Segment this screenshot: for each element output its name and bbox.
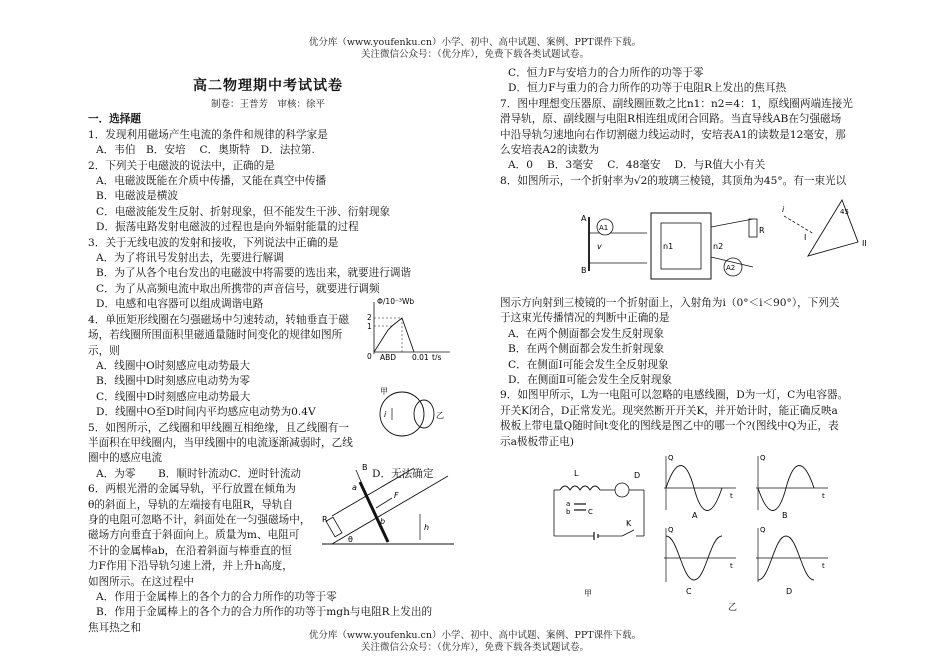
q5-stem-1: 5．如图所示，乙线圈和甲线圈互相绝缘，且乙线圈有一: [88, 421, 349, 434]
gb-t: t: [822, 492, 825, 500]
q5-option-a: A．为零: [96, 467, 136, 480]
q9-stem-1: 9．如图甲所示，L为一电阻可以忽略的电感线圈，D为一灯，C为电容器。: [500, 389, 849, 402]
coil-current-label: i: [384, 410, 387, 419]
q7-stem-3: 中沿导轨匀速地向右作切割磁力线运动时，安培表A1的读数是12毫安，那: [500, 128, 846, 141]
q9-stem-3: 极板上带电量Q随时间t变化的图线是图乙中的哪一个?(图线中Q为正，表: [500, 420, 839, 433]
inductor-l: [560, 486, 600, 490]
c9-k-label: K: [626, 519, 632, 528]
tf-n1-label: n1: [663, 242, 674, 251]
resistor-r7: [749, 219, 757, 237]
c9-c-label: C: [588, 508, 593, 516]
q7-options: A．0 B．3毫安 C．48毫安 D．与R值大小有关: [508, 159, 766, 172]
q1-stem: 1．发现利用磁场产生电流的条件和规律的科学家是: [88, 128, 328, 141]
outer-coil: [380, 392, 424, 436]
q7-transformer: [577, 207, 777, 289]
q4-option-d: D．线圈中O至D时间内平均感应电动势为0.4V: [96, 406, 316, 419]
gc-label: C: [686, 587, 692, 596]
c9-d-label: D: [634, 471, 641, 480]
tf-a2-label: A2: [726, 264, 736, 272]
incline-a-label: a: [352, 483, 357, 492]
q6-option-c: C．恒力F与安培力的合力所作的功等于零: [508, 67, 704, 79]
header-line-1: 优分库（www.youfenku.cn）小学、初中、高中试题、案例、PPT课件下载。: [308, 37, 642, 48]
gd-t: t: [822, 562, 825, 570]
ga-t: t: [730, 492, 733, 500]
c9-a-label: a: [566, 500, 571, 508]
prism-shape: [808, 200, 858, 256]
q8-prism: [778, 196, 870, 268]
q8-option-d: D．在侧面Ⅱ可能会发生全反射现象: [508, 374, 673, 387]
incline-b-label: B: [362, 463, 368, 472]
q6-option-b-1: B．作用于金属棒上的各个力的合力所作的功等于mgh与电阻R上发出的: [96, 606, 433, 619]
gc-t: t: [730, 562, 733, 570]
q9-stem-4: 示a极板带正电): [500, 435, 575, 448]
q4-option-c: C．线圈中D时刻感应电动势最大: [96, 390, 251, 403]
q3-option-a: A．为了将讯号发射出去，先要进行解调: [96, 252, 284, 265]
page-footer: [0, 630, 950, 654]
switch-k: [622, 530, 634, 536]
right-column: [500, 66, 880, 189]
q6-option-a: A．作用于金属棒上的各个力的合力所作的功等于零: [96, 591, 337, 603]
incline-f-label: F: [394, 491, 399, 500]
q5-option-d: D．无法确定: [372, 467, 434, 480]
q8-stem-2: 图示方向射到三棱镜的一个折射面上，入射角为i（0°＜i＜90°），下列关: [500, 297, 840, 309]
q6-option-b-2: 焦耳热之和: [88, 621, 141, 634]
flux-xlabel: t/s: [432, 353, 442, 360]
q5-stem-3: 圈中的感应电流: [88, 452, 163, 465]
q2-stem: 2．下列关于电磁波的说法中，正确的是: [88, 159, 275, 172]
q4-flux-graph: [362, 296, 454, 360]
incline-theta-label: θ: [348, 535, 353, 544]
q3-option-c: C．为了从高频电流中取出所携带的声音信号，就要进行调频: [96, 282, 380, 295]
paper-author: 制卷：王普芳 审核：徐平: [210, 99, 325, 110]
q8-option-c: C．在侧面Ⅰ可能会发生全反射现象: [508, 358, 669, 371]
tf-a1-label: A1: [599, 224, 609, 232]
q9-graphs: [656, 452, 840, 600]
q7-stem-4: 么安培表A2的读数为: [500, 144, 600, 157]
q8-option-a: A．在两个侧面都会发生反射现象: [508, 327, 664, 340]
incline-h-label: h: [424, 523, 430, 532]
prism-side-2: II: [862, 239, 867, 248]
header-line-2: 关注微信公众号：（优分库），免费下载各类试题试卷。: [360, 49, 589, 60]
prism-angle-label: 45: [840, 208, 849, 216]
q9-circuit: [544, 462, 658, 600]
q6-stem-7: 如图所示。在这过程中: [88, 575, 194, 588]
q6-stem-1: 6．两根光滑的金属导轨，平行放置在倾角为: [88, 483, 297, 496]
q2-option-b: B．电磁波是横波: [96, 190, 178, 203]
coil-yi-label: 乙: [436, 411, 444, 420]
gb-q: Q: [760, 454, 766, 462]
gd-q: Q: [760, 526, 766, 534]
prism-side-1: I: [804, 233, 807, 242]
flux-ylabel: Φ/10⁻³Wb: [377, 297, 415, 306]
gc-q: Q: [668, 526, 674, 534]
prism-i-label: i: [782, 205, 785, 214]
ga-q: Q: [668, 454, 674, 462]
q2-option-c: C．电磁波能发生反射、折射现象，但不能发生干涉、衍射现象: [96, 205, 391, 218]
tf-a-label: A: [581, 214, 587, 223]
q1-options: A．韦伯 B．安培 C．奥斯特 D．法拉第.: [96, 144, 315, 157]
incident-ray: [784, 216, 814, 234]
flux-tick-1: 1: [367, 322, 372, 331]
rail-top: [332, 476, 448, 544]
c9-b-label: b: [566, 508, 571, 516]
q9-stem-2: 开关K闭合，D正常发光。现突然断开开关K，并开始计时，能正确反映a: [500, 404, 838, 417]
coil-jia-label: 甲: [380, 387, 388, 396]
wire-r-top: [711, 219, 753, 227]
c9-l-label: L: [574, 469, 579, 478]
tf-r-label: R: [759, 226, 765, 235]
page-header: [0, 37, 950, 61]
force-arrow: [376, 498, 392, 508]
flux-origin: 0: [367, 352, 372, 360]
q5-option-bc: B．顺时针流动C．逆时针流动: [158, 467, 302, 480]
q4-stem-1: 4．单匝矩形线圈在匀强磁场中匀速转动，转轴垂直于磁: [88, 313, 349, 326]
q2-option-d: D．振荡电路发射电磁波的过程也是向外辐射能量的过程: [96, 221, 359, 234]
q4-stem-2: 场，若线圈所围面积里磁通量随时间变化的规律如图所: [88, 329, 343, 342]
q7-stem-2: 滑导轨，原、副线圈与电阻R相连组成闭合回路。当直导线AB在匀强磁场: [500, 113, 842, 126]
c9-caption: 甲: [584, 589, 592, 598]
q6-stem-3: 身的电阻可忽略不计，斜面处在一匀强磁场中，: [88, 513, 311, 526]
q3-option-d: D．电感和电容器可以组成调谐电路: [96, 298, 264, 311]
field-arrow: [356, 470, 362, 484]
q8-stem-3: 于这束光传播情况的判断中正确的是: [500, 312, 670, 325]
q6-incline: [318, 456, 458, 552]
incline-r-label: R: [322, 515, 328, 524]
q4-stem-3: 示，则: [88, 344, 120, 357]
q2-option-a: A．电磁波既能在介质中传播，又能在真空中传播: [96, 175, 327, 188]
flux-curve: [374, 318, 414, 352]
section-heading: 一．选择题: [88, 113, 141, 126]
q4-option-b: B．线圈中D时刻感应电动势为零: [96, 375, 250, 388]
q6-stem-4: 磁场方向垂直于斜面向上。质量为m、电阻可: [88, 529, 300, 542]
q8-stem-1: 8．如图所示，一个折射率为√2的玻璃三棱镜，其顶角为45°。有一束光以: [500, 174, 847, 187]
flux-tick-2: 2: [367, 313, 372, 322]
tf-v-label: v: [597, 242, 602, 251]
tf-n2-label: n2: [713, 242, 724, 251]
incline-bb-label: b: [380, 517, 386, 526]
q7-stem-1: 7．图中理想变压器原、副线圈匝数之比n1：n2=4：1，原线圈两端连接光: [500, 97, 853, 110]
q6-stem-2: θ的斜面上，导轨的左端接有电阻R，导轨自: [88, 498, 294, 511]
paper-title: 高二物理期中考试试卷: [193, 78, 343, 94]
q5-coils: [372, 386, 452, 440]
ga-label: A: [692, 511, 698, 520]
q6-option-d: D．恒力F与重力的合力所作的功等于电阻R上发出的焦耳热: [508, 82, 787, 95]
tf-b-label: B: [581, 266, 587, 275]
q3-option-b: B．为了从各个电台发出的电磁波中将需要的选出来，就要进行调谐: [96, 267, 412, 280]
q6-stem-6: 力F作用下沿导轨匀速上滑，并上升h高度，: [88, 560, 293, 573]
q5-stem-2: 半面积在甲线圈内，当甲线圈中的电流逐渐减弱时，乙线: [88, 436, 353, 449]
flux-points: ABD: [380, 353, 397, 360]
footer-line-2: 关注微信公众号：（优分库），免费下载各类试题试卷。: [360, 642, 589, 653]
q4-option-a: A．线圈中O时刻感应电动势最大: [96, 359, 251, 372]
gd-label: D: [786, 587, 793, 596]
right-column-lower: [500, 296, 880, 450]
flux-t-end: 0.01: [412, 353, 429, 360]
q9-graphs-caption: 乙: [728, 603, 738, 613]
resistor-r: [326, 517, 342, 537]
q6-stem-5: 不计的金属棒ab，在沿着斜面与棒垂直的恒: [88, 544, 292, 557]
lamp-d: [615, 483, 629, 497]
q3-stem: 3．关于无线电波的发射和接收，下列说法中正确的是: [88, 236, 339, 249]
q8-option-b: B．在两个侧面都会发生折射现象: [508, 343, 665, 356]
footer-line-1: 优分库（www.youfenku.cn）小学、初中、高中试题、案例、PPT课件下载。: [308, 630, 642, 641]
gb-label: B: [782, 511, 788, 520]
